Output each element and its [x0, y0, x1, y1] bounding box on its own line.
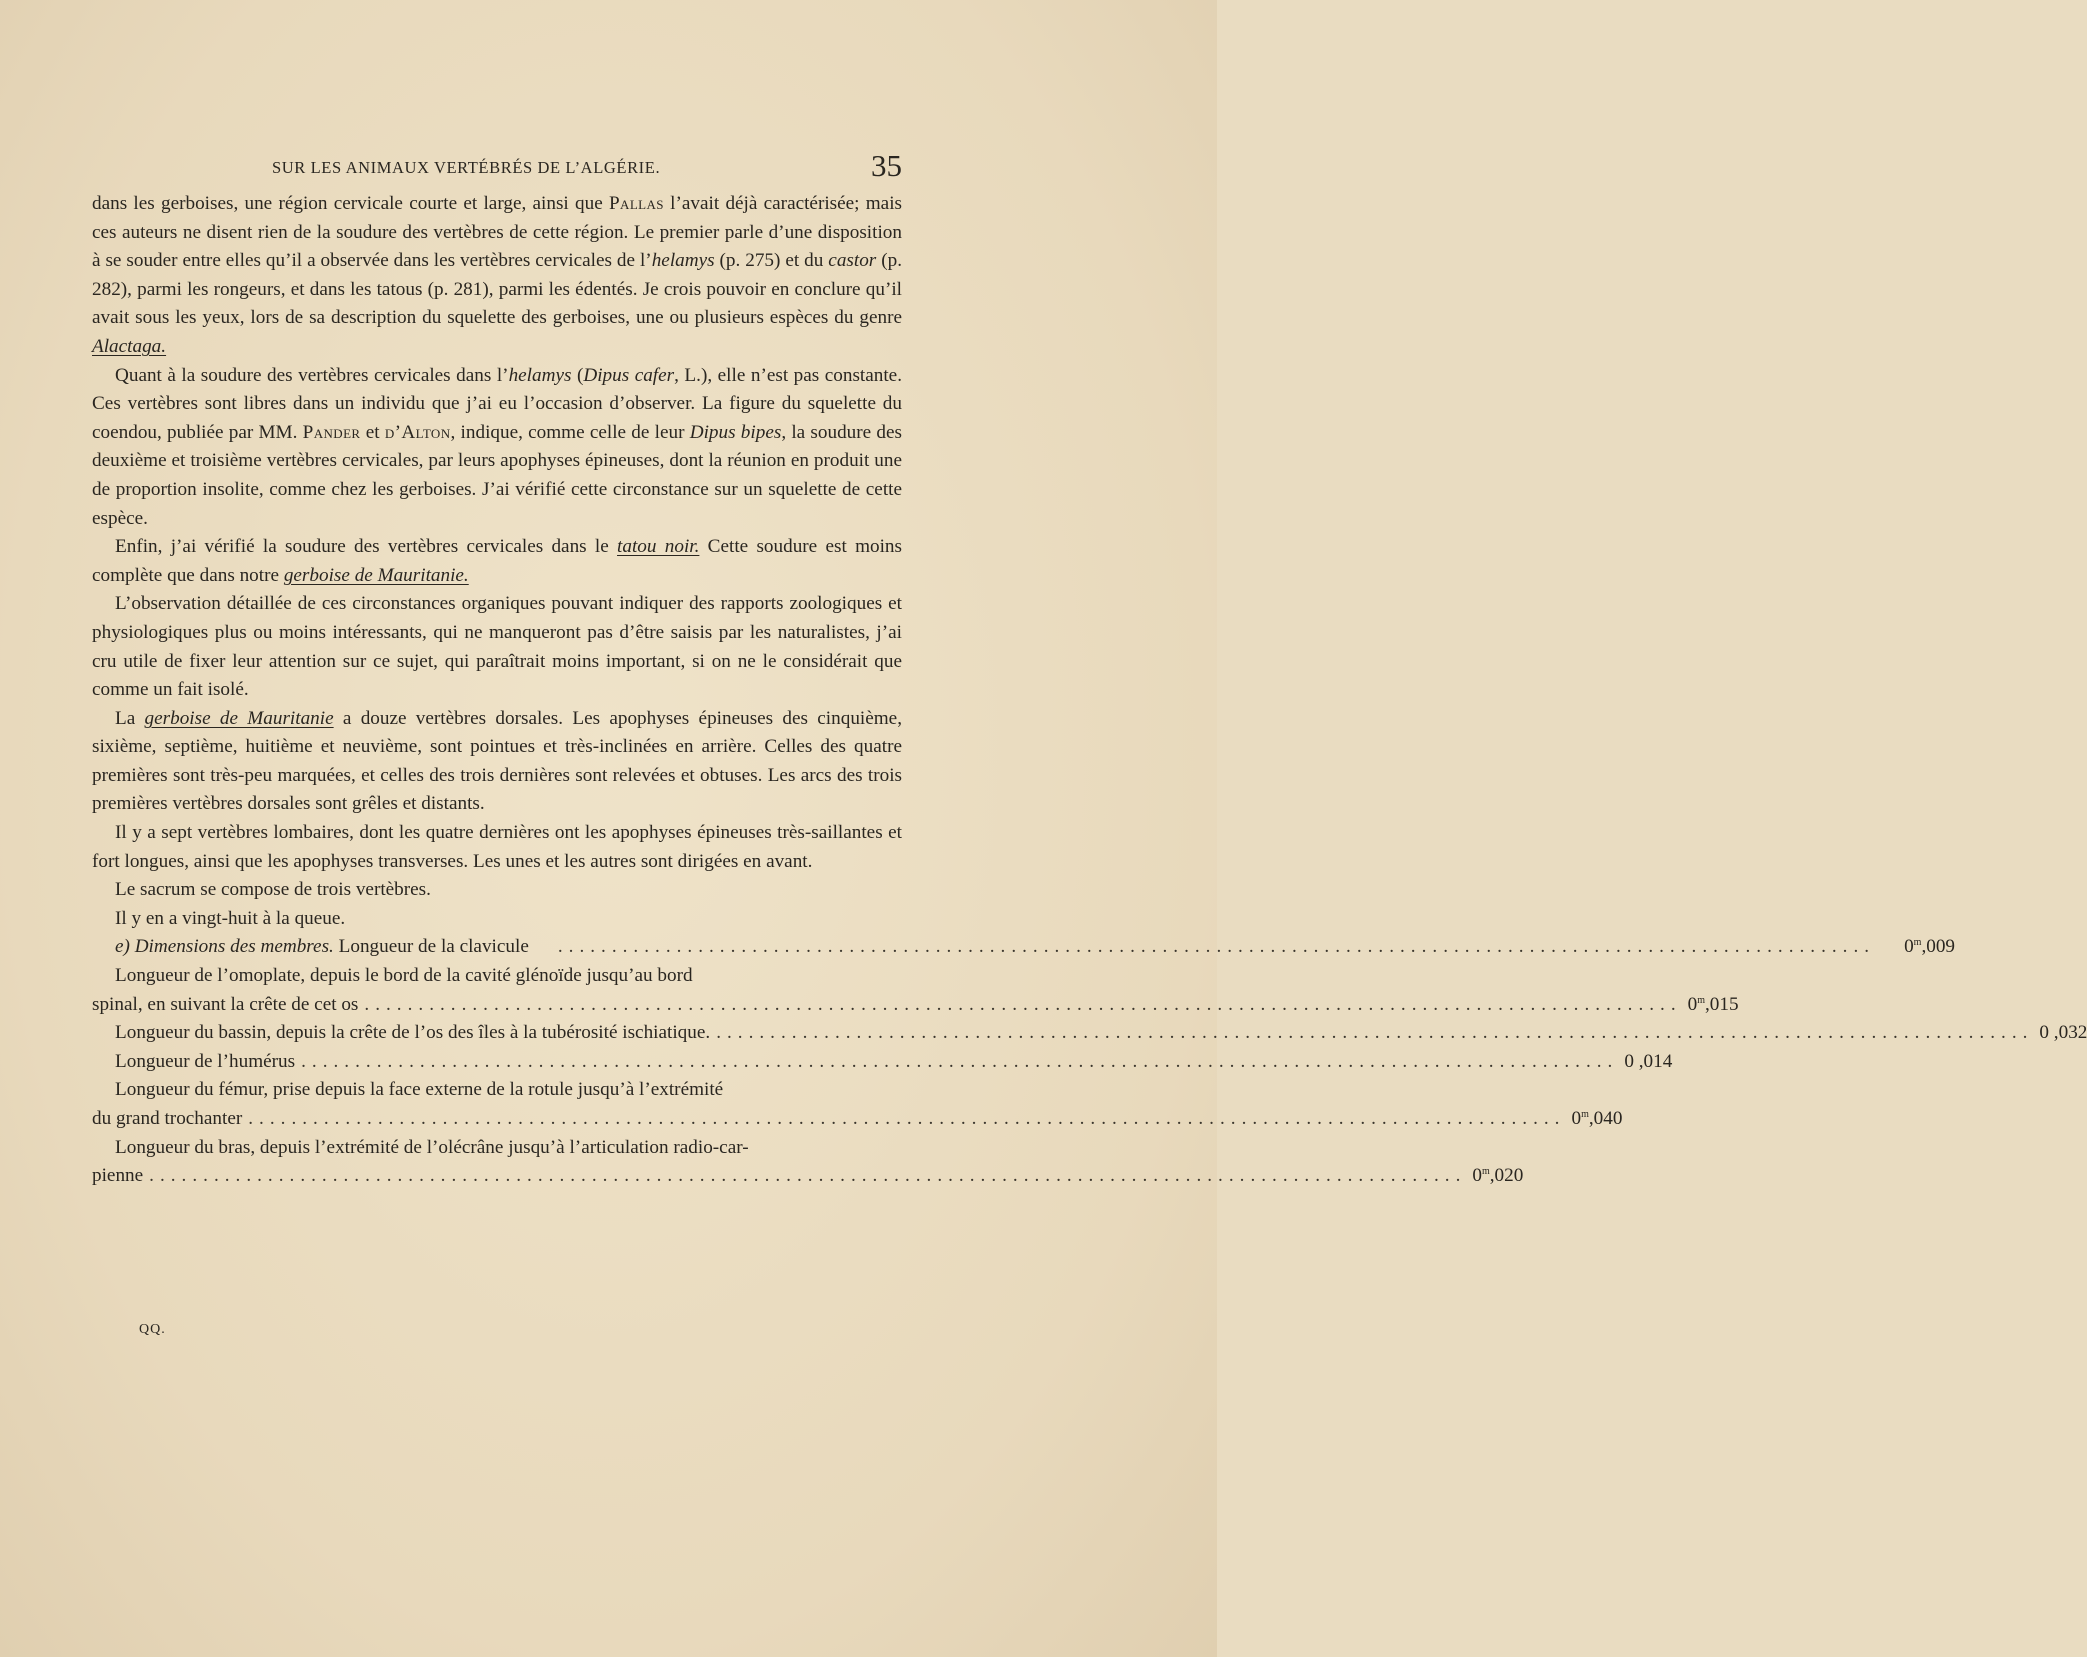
text-segment: (p. 275) et du: [714, 250, 829, 272]
paragraph: [92, 905, 902, 934]
clavicule-value: 0$^m$,009: [1904, 936, 1956, 958]
omoplate-row: [92, 991, 1739, 1020]
bras-lead: Longueur du bras, depuis l’extrémité de l’olécrâne jusqu’à l’articulation radio-car-: [115, 1136, 749, 1158]
text-segment: (p. 282), parmi les rongeurs, et dans les tatous (p. 281), parmi les édentés. Je crois pouvoir en conclure qu’il avait sous les yeux, lors de sa description du squelette des gerboises, une ou plusieurs espèces du genre: [92, 250, 902, 329]
humerus-value: 0 ,014: [1624, 1050, 1673, 1072]
text-segment: helamys: [508, 364, 572, 386]
text-segment: Alactaga.: [92, 335, 167, 357]
text-segment: Enfin, j’ai vérifié la soudure des vertèbres cervicales dans le: [115, 536, 618, 558]
paragraph: [92, 362, 902, 534]
text-segment: Pander: [302, 421, 361, 443]
text-segment: L’observation détaillée de ces circonstances organiques pouvant indiquer des rapports zoologiques et physiologiques plus ou moins intéressants, qui ne manqueront pas d’être saisis par les naturalistes, j’ai cru utile de fixer leur attention sur ce sujet, qui paraîtrait moins important, si on ne le considérait que comme un fait isolé.: [92, 593, 902, 701]
text-segment: (: [571, 364, 584, 386]
text-segment: d’Alton: [384, 421, 451, 443]
leader-dots: ..........................................................................................................................: [364, 993, 1682, 1015]
text-segment: La: [115, 707, 145, 729]
bassin-row: [92, 1019, 2087, 1048]
humerus-label: Longueur de l’humérus: [115, 1050, 296, 1072]
text-segment: Dipus bipes: [689, 421, 782, 443]
bras-value: 0$^m$,020: [1472, 1165, 1524, 1187]
dimensions-heading-prefix: e): [115, 936, 135, 958]
running-title: SUR LES ANIMAUX VERTÉBRÉS DE L’ALGÉRIE.: [272, 158, 661, 177]
leader-dots: ..........................................................................................................................: [149, 1165, 1467, 1187]
humerus-row: [92, 1048, 1673, 1077]
text-segment: Il y a sept vertèbres lombaires, dont les quatre dernières ont les apophyses épineuses très-saillantes et fort longues, ainsi que les apophyses transverses. Les unes et les autres sont dirigées en avant.: [92, 822, 902, 872]
text-segment: dans les gerboises, une région cervicale courte et large, ainsi que: [92, 193, 609, 214]
text-segment: castor: [828, 250, 877, 272]
paragraph: [92, 533, 902, 590]
leader-dots: ..........................................................................................................................: [301, 1050, 1619, 1072]
paragraph: [92, 819, 902, 876]
paragraph: [92, 876, 902, 905]
page-header: [92, 148, 902, 188]
paragraph: [92, 190, 902, 362]
leader-dots: ..........................................................................................................................: [716, 1022, 2034, 1044]
dimensions-heading: [92, 933, 1956, 962]
text-segment: tatou noir.: [617, 536, 700, 558]
text-segment: Il y en a vingt-huit à la queue.: [115, 907, 346, 929]
text-segment: Pallas: [608, 193, 664, 214]
paragraph: [92, 705, 902, 819]
dimensions-heading-title: Dimensions des membres.: [134, 936, 334, 958]
signature-mark: QQ.: [139, 1322, 166, 1337]
text-segment: et: [360, 421, 385, 443]
page-number: 35: [871, 148, 902, 183]
bras-label: pienne: [92, 1165, 144, 1187]
leader-dots: ..........................................................................................................................: [557, 936, 1876, 958]
bras-row: [92, 1162, 1524, 1191]
bassin-value: 0 ,032: [2039, 1022, 2087, 1044]
text-segment: , L.), elle n’est pas constante. Ces vertèbres sont libres dans un individu que j’ai eu l’occasion d’observer. La figure du squelette du coendou, publiée par MM.: [92, 364, 902, 443]
text-segment: Quant à la soudure des vertèbres cervicales dans l’: [115, 364, 509, 386]
bassin-label: Longueur du bassin, depuis la crête de l’os des îles à la tubérosité ischiatique.: [115, 1022, 711, 1044]
femur-label: du grand trochanter: [92, 1108, 243, 1129]
omoplate-label: spinal, en suivant la crête de cet os: [92, 993, 359, 1015]
text-segment: Cette soudure est moins complète que dans notre: [92, 536, 902, 586]
text-segment: a douze vertèbres dorsales. Les apophyses épineuses des cinquième, sixième, septième, huitième et neuvième, sont pointues et très-inclinées en arrière. Celles des quatre premières sont très-peu marquées, et celles des trois dernières sont relevées et obtuses. Les arcs des trois premières vertèbres dorsales sont grêles et distants.: [92, 707, 902, 815]
omoplate-value: 0$^m$,015: [1687, 993, 1739, 1015]
femur-row: [92, 1105, 1623, 1134]
body-text: [92, 190, 2087, 1191]
text-segment: l’avait déjà caractérisée; mais ces auteurs ne disent rien de la soudure des vertèbres de cette région. Le premier parle d’une disposition à se souder entre elles qu’il a observée dans les vertèbres cervicales de l’: [92, 193, 902, 272]
text-segment: Le sacrum se compose de trois vertèbres.: [115, 879, 431, 901]
text-segment: , la soudure des deuxième et troisième vertèbres cervicales, par leurs apophyses épineuses, dont la réunion en produit une de proportion insolite, comme chez les gerboises. J’ai vérifié cette circonstance sur un squelette de cette espèce.: [92, 421, 902, 529]
omoplate-lead: Longueur de l’omoplate, depuis le bord de la cavité glénoïde jusqu’au bord: [115, 965, 693, 987]
paragraphs: [92, 190, 902, 933]
text-segment: gerboise de Mauritanie.: [283, 564, 469, 586]
femur-value: 0$^m$,040: [1571, 1108, 1623, 1129]
leader-dots: ..........................................................................................................................: [248, 1108, 1566, 1129]
text-segment: gerboise de Mauritanie: [144, 707, 334, 729]
clavicule-label: Longueur de la clavicule: [338, 936, 529, 958]
text-segment: helamys: [651, 250, 715, 272]
dimension-rows: [92, 962, 2087, 1191]
femur-lead: Longueur du fémur, prise depuis la face externe de la rotule jusqu’à l’extrémité: [115, 1079, 724, 1101]
text-segment: Dipus cafer: [583, 364, 675, 386]
text-segment: , indique, comme celle de leur: [450, 421, 690, 443]
paragraph: [92, 590, 902, 704]
